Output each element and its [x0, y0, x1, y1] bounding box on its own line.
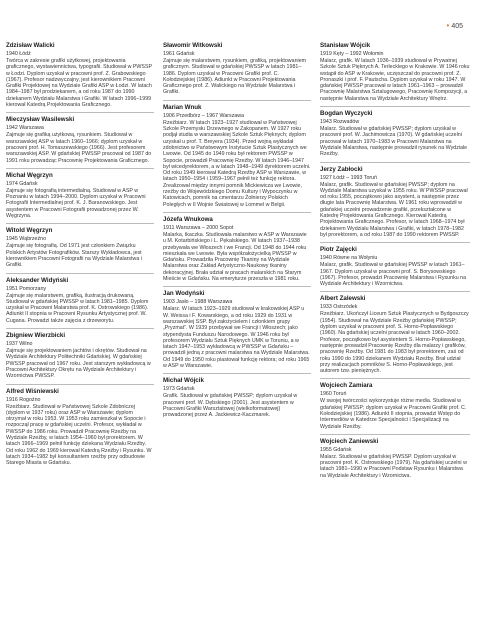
biography-entry [320, 162, 470, 243]
artist-biography: Malarka, tkaczka. Studiowała malarstwo w ASP w Warszawie u M. Kotarbińskiego i L. Pękalskiego. W latach 1937–1938 przebywała we Włoszech i we Francji. Od 1948 do 1944 roku mieszkała we Lwowie. Była współzałożycielką PWSSP w Gdańsku. Prowadziła Pracownię Tkaniny na Wydziale Malarstwa oraz Zakład Artystyczno-Naukowy tkaniny dekoracyjnej. Brała udział w pracach malarskich na Starym Mieście w Gdańsku. Na emeryturze przeszła w 1981 roku. [163, 231, 307, 283]
biography-entry [6, 168, 154, 223]
artist-biography: Malarz. Studiował w gdańskiej PWSSP; dyplom uzyskał w pracowni prof. W. Jachimowicza (1970). W gdańskiej uczelni pracował w latach 1970–1983 w Pracowni Malarstwa na Wydziale Malarstwa, następnie prowadził rysunek na Wydziale Rzeźby. [320, 126, 468, 158]
biography-entry [6, 42, 154, 112]
artist-biography: Malarz, grafik. W latach 1936–1939 studiował w Prywatnej Szkole Sztuk Pięknych A. Terlecklego w Krakowie. W 1946 roku wstąpił do ASP w Krakowie, uczęszczał do pracowni prof. Z. Pronaszki i prof. F. Pautscha. Dyplom uzyskał w roku 1947. W gdańskiej PWSSP pracował w latach 1961–1963 – prowadził Pracownię Malarstwa Sztalugowego, Pracownię Kompozycji, a następnie Malarstwa na Wydziale Architektury Wnętrz. [320, 58, 470, 102]
artist-dates: 1919 Kęty – 1992 Wołomin [320, 51, 384, 57]
artist-name: Wojciech Zaniewski [320, 437, 379, 445]
biography-entry [163, 42, 311, 100]
biography-columns [6, 42, 471, 638]
artist-name: Mieczysław Wasilewski [6, 116, 75, 124]
artist-biography: Zajmuje się grafiką użytkową, rysunkiem. Studiował w warszawskiej ASP w latach 1960–1966; dyplom uzyskał w pracowni prof. H. Tomaszewskiego (1966). Jest profesorem warszawskiej ASP. W gdańskiej PWSSP pracował od 1987 do 1991 roku prowadząc Pracownię Projektowania Graficznego. [6, 132, 152, 164]
column-1 [6, 42, 154, 638]
artist-name: Sławomir Witkowski [163, 42, 223, 49]
artist-biography: Rzeźbiarz. Studiował w Państwowej Szkole Zdobniczej (dyplom w 1937 roku) oraz ASP w Warszawie; dyplom otrzymał w roku 1953. W 1953 roku zamieszkał w Sopocie i rozpoczął pracę w gdańskiej uczelni. Profesor, wykładał w PWSSP do 1986 roku. Prowadził Pracownię Rzeźby na Wydziale Rzeźby, w latach 1954–1960 był prorektorem. W latach 1966–1969 pełnił funkcję dziekana Wydziału Rzeźby. Od roku 1962 do 1969 kierował Katedrą Rzeźby i Rysunku. W latach 1934–1982 był konsultantem rzeźby przy odbudowie Starego Miasta w Gdańsku. [6, 403, 152, 467]
artist-dates: 1974 Gdańsk [6, 180, 38, 187]
artist-dates: 1955 Gdańsk [320, 446, 352, 453]
artist-dates: 1940 Równe na Wołyniu [320, 255, 378, 262]
artist-name: Albert Zalewski [320, 295, 366, 303]
artist-name: Marian Wnuk [163, 103, 202, 111]
artist-name: Józefa Wnukowa [163, 215, 213, 223]
artist-biography: Zajmuje się fotografią intermedialną. Studiował w ASP w Poznaniu w latach 1994–2000. Dyplom uzyskał w Pracowni Fotografii Intermedialnej prof. K. J. Baranowskiego. Jest asystentem w Pracowni Fotografii prowadzonej przez W. Węgrzyna. [6, 187, 146, 220]
biography-entry [320, 291, 470, 378]
biography-entry [320, 378, 470, 433]
artist-dates: 1903 Jasło – 1988 Warszawa [163, 299, 233, 306]
artist-dates: 1927 Łódź – 1993 Toruń [320, 174, 378, 181]
artist-biography: Malarz. W latach 1923–1929 studiował w krakowskiej ASP u W. Weissa i F. Kowarskiego, a od roku 1929 do 1931 w warszawskiej SSP. Był założycielem i członkiem grupy „Pryzmat”. W 1939 przebywał we Francji i Włoszech; jako stypendysta Funduszu Narodowego. W 1946 roku był profesorem Wydziału Sztuk Pięknych UMK w Toruniu, a w latach 1947–1953 wykładowcą w PWSSP w Gdańsku – prowadził jedną z pracowni malarstwa na Wydziale Malarstwa. Od 1949 do 1950 roku piastował funkcję rektora; od roku 1965 w ASP w Warszawie. [163, 306, 310, 369]
artist-biography: Rzeźbiarz. Ukończył Liceum Sztuk Plastycznych w Bydgoszczy (1954). Studiował na Wydziale Rzeźby gdańskiej PWSSP; dyplom uzyskał w pracowni prof. S. Horno-Popławskiego (1960). Na gdańskiej uczelni pracował w latach 1960–2002. Profesor, początkowo był asystentem S. Horno-Popławskiego, następnie prowadził Pracownię Rzeźby dla malarzy i grafików, pracownię Rzeźby. Od 1981 do 1983 był prorektorem, zaś od roku 1990 do 1990 dziekanem Wydziału Rzeźby. Brał udział przy realizacjach pomników S. Horno-Popławskiego, jest autorem tzw. pieniężnych. [320, 311, 469, 375]
biography-entry [6, 112, 154, 167]
artist-dates: 1961 Gdańsk [163, 51, 195, 57]
artist-name: Witold Węgrzyn [6, 227, 53, 235]
artist-name: Stanisław Wójcik [320, 42, 371, 49]
artist-name: Alfred Wiśniewski [6, 387, 59, 395]
page-marker-icon: • [446, 21, 450, 30]
artist-dates: 1906 Przedbórz – 1967 Warszawa [163, 112, 245, 119]
artist-name: Zdzisław Walicki [6, 42, 55, 49]
artist-biography: Malarz, grafik. Studiował w gdańskiej PWSSP; dyplom na Wydziale Malarstwa uzyskał w 1955 roku. W PWSSP pracował od roku 1955, początkowo jako asystent, a następnie przez długie lata Pracownię Malarstwa. W 1961 roku wprowadził w gdańskiej uczelni prowadzenie grafiki, przekształcone w Katedrę Projektowania Graficznego. Kierował Katedrą Projektowania Graficznego. Profesor, w latach 1968–1974 był dziekanem Wydziału Malarstwa i Grafiki, w latach 1978–1982 był prorektorem, a od roku 1987 do 1990 rektorem PWSSP. [320, 181, 468, 238]
artist-dates: 1940 Łódź [6, 51, 31, 57]
biography-entry [320, 434, 470, 483]
artist-biography: Zajmuje się fotografią. Od 1971 jest członkiem Związku Polskich Artystów Fotografików. Starszy Wykładowca, jest kierownikiem Pracowni Fotografii na Wydziale Malarstwa i Grafiki. [6, 243, 142, 269]
biography-entry [320, 106, 470, 161]
page-number [447, 21, 464, 30]
artist-dates: 1945 Wąbrzeźno [6, 236, 47, 243]
artist-biography: Zajmuje się projektowaniem jachtów i okrętów. Studiował na Wydziale Architektury Politechniki Gdańskiej. W gdańskiej PWSSP pracował od 1967 roku. Jest starszym wykładowcą w Pracowni Architektury Okrętu na Wydziale Architektury i Wzornictwa PWSSP. [6, 348, 151, 380]
artist-dates: 1916 Rogoźno [6, 396, 41, 403]
column-2 [163, 42, 311, 638]
artist-name: Piotr Zajęcki [320, 246, 357, 254]
biography-entry [6, 273, 154, 328]
artist-dates: 1960 Toruń [320, 391, 347, 398]
artist-name: Aleksander Widyński [6, 276, 69, 284]
artist-dates: 1973 Gdańsk [163, 386, 195, 393]
biography-entry [163, 100, 311, 212]
artist-name: Jerzy Zabłocki [320, 165, 363, 173]
biography-entry [163, 212, 311, 286]
artist-biography: Grafik. Studiował w gdańskiej PWSSP; dyplom uzyskał w pracowni prof. W. Dębskiego (2001). Jest asystentem w Pracowni Grafiki Warsztatowej (wielkoformatowej) prowadzonej przez A. Jackiewicz-Kaczmarek. [163, 393, 298, 419]
artist-name: Michał Węgrzyn [6, 171, 53, 179]
artist-biography: W swojej twórczości wykorzystuje różne media. Studiował w gdańskiej PWSSP; dyplom uzyskał w Pracowni Grafiki prof. C. Kołodziejskiej (1986). Adiunkt II stopnia, prowadzi Wstęp do Intermediów w Katedrze Specjalności i Specjalizacji na Wydziale Rzeźby. [320, 398, 467, 430]
biography-entry [320, 42, 470, 106]
artist-name: Zbigniew Wierzbicki [6, 332, 66, 340]
biography-entry [320, 242, 470, 291]
biography-entry [163, 373, 311, 422]
artist-name: Wojciech Zamiara [320, 382, 373, 390]
biography-entry [6, 384, 154, 471]
page-number-value: 405 [451, 23, 463, 30]
artist-dates: 1943 Rozwadów [320, 119, 360, 126]
artist-biography: Malarz, grafik. Studiował w gdańskiej PWSSP w latach 1961–1967. Dyplom uzyskał w pracowni prof. S. Borysowskiego (1967). Profesor, prowadzi Pracownię Malarstwa i Rysunku na Wydziale Architektury i Wzornictwa. [320, 262, 467, 288]
artist-biography: Rzeźbiarz. W latach 1923–1927 studiował w Państwowej Szkole Przemysłu Drzewnego w Zakopanem. W 1927 roku podjął studia w warszawskiej Szkole Sztuk Pięknych; dyplom uzyskał u prof. T. Breyera (1934). Przed wojną wykładał zdobnictwo w Państwowym Instytucie Sztuk Plastycznych we Lwowie. Od 1945 do 1949 roku był rektorem PWSSP w Sopocie, prowadził Pracownię Rzeźby. W latach 1946–1947 był wicedyrektorem, a w latach 1948–1949 dyrektorem uczelni. Od roku 1949 kierował Katedrą Rzeźby ASP w Warszawie, w latach 1950–1954 i 1959–1967 pełnił też funkcję rektora. Zrealizował między innymi pomnik Mickiewicza we Lwowie, rzeźby do Wojewódzkiego Domu Kultury i Wypoczynku w Katowicach, pomnik na cmentarzu Żołnierzy Polskich Poległych w II Wojnie Światowej w Lommel w Belgii. [163, 119, 311, 208]
artist-name: Michał Wójcik [163, 377, 204, 385]
artist-name: Bogdan Wyczycki [320, 110, 373, 118]
biography-entry [6, 328, 154, 383]
artist-biography: Malarz. Studiował w gdańskiej PWSSP. Dyplom uzyskał w pracowni prof. K. Ostrowskiego (1979). Na gdańskiej uczelni w latach 1981–1990 w Pracowni Podstaw Rysunku i Malarstwa na Wydziale Architektury i Wzornictwa. [320, 453, 467, 479]
artist-dates: 1911 Warszawa – 2000 Sopot [163, 224, 234, 231]
artist-dates: 1937 Wilno [6, 341, 33, 348]
artist-name: Jan Wodyński [163, 290, 205, 298]
biography-entry [163, 286, 311, 373]
artist-biography: Zajmuje się malarstwem, rysunkiem, grafiką, projektowaniem graficznym. Studiował w gdańskiej PWSSP w latach 1981–1986. Dyplom uzyskał w Pracowni Grafiki prof. C. Kołodziejskiej (1986). Adiunkt w Pracowni Projektowania Graficznego prof. Z. Walickiego na Wydziale Malarstwa i Grafiki. [163, 58, 307, 96]
artist-dates: 1951 Pomorzany [6, 285, 47, 292]
column-3 [320, 42, 470, 638]
artist-biography: Zajmuje się malarstwem, grafiką, ilustracją drukowaną. Studiował w gdańskiej PWSSP w latach 1981–1985. Dyplom uzyskał w Pracowni Malarstwa prof. K. Ostrowskiego (1986). Adiunkt II stopnia w Pracowni Rysunku Artystycznej prof. W. Cugana. Prowadzi także zajęcia z drzeworytu. [6, 292, 149, 324]
artist-dates: 1942 Warszawa [6, 125, 44, 132]
biography-entry [6, 223, 154, 272]
artist-dates: 1933 Ostrzódek [320, 304, 358, 311]
artist-biography: Twórca w zakresie grafiki użytkowej, projektowania graficznego, wystawiennictwa, typografii. Studiował w PWSSP w Łodzi. Dyplom uzyskał w pracowni prof. Z. Grabowskiego (1967). Profesor nadzwyczajny, jest kierownikiem Pracowni Grafiki Projektowej na Wydziale Grafiki ASP w Łodzi. W latach 1984–1987 był prodziekanem, a od roku 1987 do 1990 dziekanem Wydziału Malarstwa i Grafiki. W latach 1996–1999 kierował Katedrą Projektowania Graficznego. [6, 58, 152, 109]
